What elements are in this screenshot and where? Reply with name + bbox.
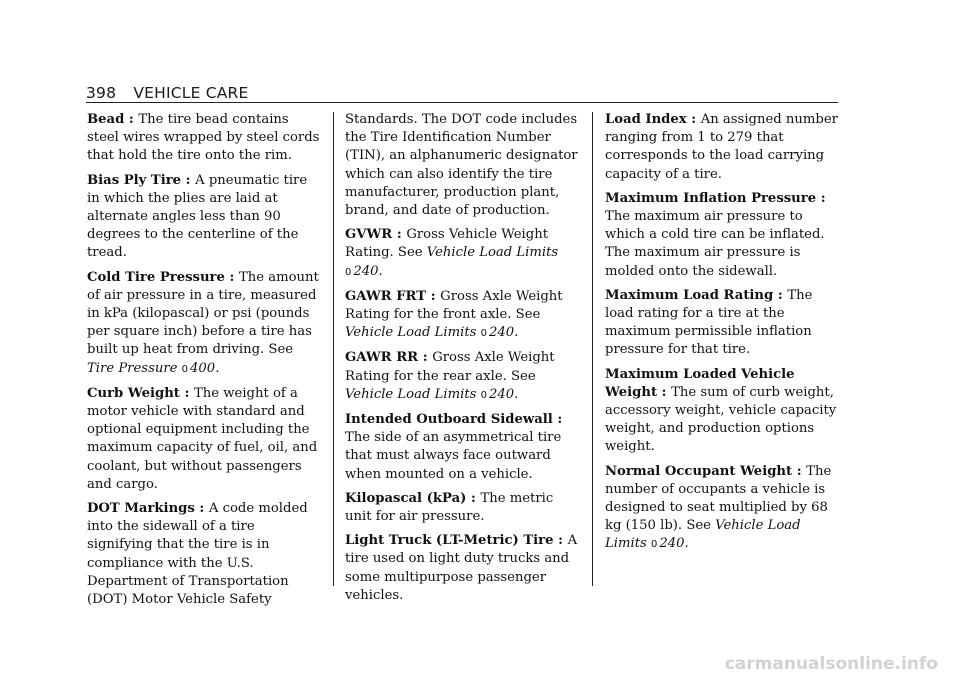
cross-reference-link[interactable]: Vehicle Load Limits 0 240 <box>345 245 559 279</box>
glossary-entry-dot-markings: DOT Markings : A code molded into the sidewall of a tire signifying that the tire is in compliance with the U.S. Department of Transportation (DOT) Motor Vehicle Safety <box>87 501 308 608</box>
glossary-entry-maximum-load-rating: Maximum Load Rating : The load rating for a tire at the maximum permissible inflation pressure for that tire. <box>605 287 813 358</box>
term: Bead <box>87 112 125 127</box>
definition: The maximum air pressure to which a cold tire can be inflated. The maximum air pressure is molded onto the sidewall. <box>605 209 825 279</box>
definition: Standards. The DOT code includes the Tire Identification Number (TIN), an alphanumeric designator which can also identify the tire manufacturer, production plant, brand, and date of production. <box>345 112 578 219</box>
cross-reference-link[interactable]: Vehicle Load Limits 0 240 <box>345 386 515 402</box>
term: Intended Outboard Sidewall <box>345 412 553 428</box>
cross-reference-link[interactable]: Vehicle Load Limits 0 240 <box>605 518 801 552</box>
glossary-entry-gawr-rr: GAWR RR : Gross Axle Weight Rating for the rear axle. See Vehicle Load Limits 0 240. <box>345 350 555 402</box>
definition: Gross Axle Weight Rating for the rear axle. See <box>345 350 555 384</box>
section-title: VEHICLE CARE <box>133 84 249 102</box>
definition: The metric unit for air pressure. <box>345 490 554 525</box>
glossary-entry-kilopascal: Kilopascal (kPa) : The metric unit for air pressure. <box>345 490 554 525</box>
glossary-entry-maximum-inflation-pressure: Maximum Inflation Pressure : The maximum air pressure to which a cold tire can be inflated. The maximum air pressure is molded onto the sidewall. <box>605 190 826 279</box>
cross-reference-link[interactable]: Tire Pressure 0 400 <box>87 360 216 376</box>
column-divider <box>592 112 593 586</box>
definition: The amount of air pressure in a tire, measured in kPa (kilopascal) or psi (pounds per square inch) before a tire has built up heat from driving. See <box>87 269 319 358</box>
term: Load Index <box>605 112 687 127</box>
watermark-footer <box>0 650 960 678</box>
glossary-entry-bias-ply-tire: Bias Ply Tire : A pneumatic tire in which the plies are laid at alternate angles less than 90 degrees to the centerline of the tread. <box>87 172 308 261</box>
term: Maximum Load Rating <box>605 287 774 303</box>
glossary-entry-bead: Bead : The tire bead contains steel wires wrapped by steel cords that hold the tire onto the rim. <box>87 112 320 164</box>
definition: The number of occupants a vehicle is designed to seat multiplied by 68 kg (150 lb). See <box>605 463 832 534</box>
definition: Gross Vehicle Weight Rating. See <box>345 227 548 261</box>
page-number: 398 <box>86 84 117 102</box>
definition: A pneumatic tire in which the plies are laid at alternate angles less than 90 degrees to the centerline of the tread. <box>87 172 308 261</box>
page-reference-icon: 0 <box>345 266 352 278</box>
term: GAWR RR <box>345 350 419 366</box>
glossary-entry-intended-outboard-sidewall: Intended Outboard Sidewall : The side of an asymmetrical tire that must always face outward when mounted on a vehicle. <box>345 412 563 482</box>
definition: The tire bead contains steel wires wrapped by steel cords that hold the tire onto the rim. <box>87 112 320 164</box>
term: Bias Ply Tire <box>87 172 182 188</box>
term: DOT Markings <box>87 501 195 517</box>
page-reference-icon: 0 <box>650 539 658 551</box>
glossary-entry-load-index: Load Index : An assigned number ranging from 1 to 279 that corresponds to the load carrying capacity of a tire. <box>605 112 838 182</box>
glossary-entry-maximum-loaded-vehicle-weight: Maximum Loaded Vehicle Weight : The sum of curb weight, accessory weight, vehicle capacity weight, and production options weight. <box>605 366 837 455</box>
column-divider <box>333 112 334 586</box>
term: Cold Tire Pressure <box>87 269 225 285</box>
column-2 <box>345 111 581 611</box>
definition: The weight of a motor vehicle with standard and optional equipment including the maximum capacity of fuel, oil, and coolant, but without passengers and cargo. <box>87 385 318 492</box>
term: Maximum Loaded Vehicle Weight <box>605 366 795 400</box>
glossary-entry-light-truck-tire: Light Truck (LT-Metric) Tire : A tire used on light duty trucks and some multipurpose passenger vehicles. <box>345 533 578 603</box>
definition: The side of an asymmetrical tire that must always face outward when mounted on a vehicle. <box>345 430 562 482</box>
header-rule <box>86 102 838 103</box>
definition: An assigned number ranging from 1 to 279 that corresponds to the load carrying capacity of a tire. <box>605 112 838 182</box>
column-1 <box>87 111 323 615</box>
page-header <box>86 84 249 102</box>
page-reference-icon: 0 <box>480 389 487 401</box>
term: Curb Weight <box>87 385 180 401</box>
watermark-text: carmanualsonline.info <box>724 654 938 674</box>
term: Light Truck (LT-Metric) Tire <box>345 533 554 549</box>
definition: The load rating for a tire at the maximum permissible inflation pressure for that tire. <box>605 287 813 358</box>
term: GVWR <box>345 227 393 243</box>
glossary-entry-cold-tire-pressure: Cold Tire Pressure : The amount of air pressure in a tire, measured in kPa (kilopascal) or psi (pounds per square inch) before a tire has built up heat from driving. See Tire Pressure 0 400. <box>87 269 319 376</box>
term: Normal Occupant Weight <box>605 463 793 479</box>
definition: A code molded into the sidewall of a tire signifying that the tire is in compliance with the U.S. Department of Transportation (DOT) Motor Vehicle Safety <box>87 501 308 608</box>
term: Kilopascal (kPa) <box>345 490 467 506</box>
glossary-entry-curb-weight: Curb Weight : The weight of a motor vehicle with standard and optional equipment including the maximum capacity of fuel, oil, and coolant, but without passengers and cargo. <box>87 385 318 492</box>
term: GAWR FRT <box>345 288 427 304</box>
term: Maximum Inflation Pressure <box>605 190 817 206</box>
definition: Gross Axle Weight Rating for the front axle. See <box>345 288 563 323</box>
cross-reference-link[interactable]: Vehicle Load Limits 0 240 <box>345 325 515 341</box>
glossary-entry-normal-occupant-weight: Normal Occupant Weight : The number of occupants a vehicle is designed to seat multiplied by 68 kg (150 lb). See Vehicle Load Limits 0 240. <box>605 463 832 552</box>
glossary-entry-gawr-frt: GAWR FRT : Gross Axle Weight Rating for the front axle. See Vehicle Load Limits 0 240. <box>345 288 563 341</box>
page-reference-icon: 0 <box>480 328 487 340</box>
glossary-entry-gvwr: GVWR : Gross Vehicle Weight Rating. See Vehicle Load Limits 0 240. <box>345 227 559 279</box>
column-3 <box>605 111 841 561</box>
definition: The sum of curb weight, accessory weight, vehicle capacity weight, and production options weight. <box>605 384 837 455</box>
page-reference-icon: 0 <box>181 363 189 375</box>
glossary-entry-dot-markings-continued <box>345 111 581 220</box>
definition: A tire used on light duty trucks and some multipurpose passenger vehicles. <box>345 533 578 603</box>
